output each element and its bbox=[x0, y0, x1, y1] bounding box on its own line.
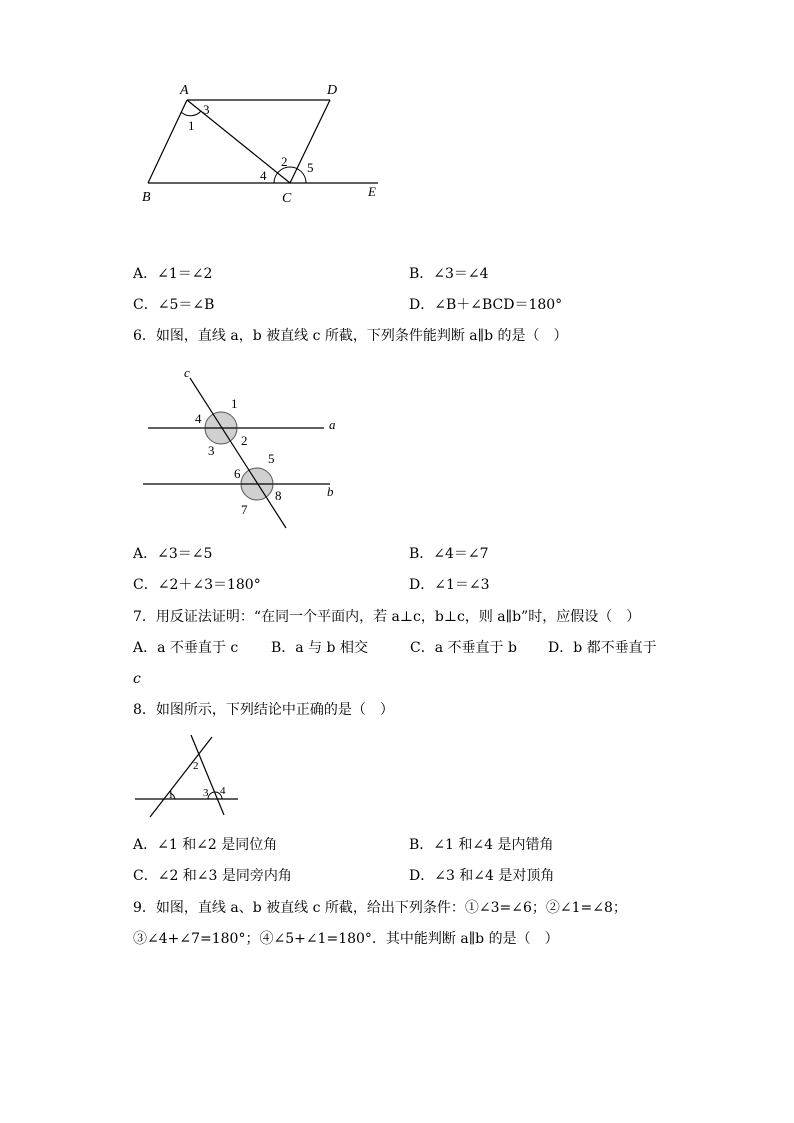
q6-figure bbox=[138, 362, 348, 532]
label-angle-1: 1 bbox=[188, 118, 195, 133]
q7-option-b[interactable]: B．a 与 b 相交 bbox=[271, 640, 368, 656]
q7-option-d[interactable]: D．b 都不垂直于 bbox=[548, 640, 657, 656]
label-angle-1: 1 bbox=[231, 396, 238, 411]
label-angle-8: 8 bbox=[275, 488, 282, 503]
label-angle-4: 4 bbox=[195, 411, 202, 426]
q6-stem: 6．如图，直线 a，b 被直线 c 所截，下列条件能判断 a∥b 的是（ ） bbox=[133, 328, 568, 344]
label-E: E bbox=[368, 184, 376, 199]
q9-stem-line1: 9．如图，直线 a、b 被直线 c 所截，给出下列条件：①∠3=∠6；②∠1=∠8； bbox=[133, 900, 627, 916]
q5-option-a[interactable]: A．∠1＝∠2 bbox=[133, 266, 213, 282]
label-c: c bbox=[184, 365, 190, 380]
label-angle-7: 7 bbox=[241, 502, 248, 517]
q8-option-c[interactable]: C．∠2 和∠3 是同旁内角 bbox=[133, 868, 292, 884]
q5-option-c[interactable]: C．∠5＝∠B bbox=[133, 297, 215, 313]
q9-stem-line2: ③∠4+∠7=180°；④∠5+∠1=180°．其中能判断 a∥b 的是（ ） bbox=[133, 931, 559, 947]
q8-figure bbox=[130, 733, 250, 823]
q8-option-b[interactable]: B．∠1 和∠4 是内错角 bbox=[409, 837, 554, 853]
label-angle-2: 2 bbox=[241, 433, 248, 448]
label-angle-4: 4 bbox=[220, 785, 226, 797]
q6-option-c[interactable]: C．∠2＋∠3＝180° bbox=[133, 577, 261, 593]
label-D: D bbox=[327, 83, 338, 98]
label-B: B bbox=[142, 190, 151, 205]
label-b: b bbox=[327, 484, 334, 499]
q8-stem: 8．如图所示，下列结论中正确的是（ ） bbox=[133, 702, 394, 718]
right-transversal bbox=[191, 735, 224, 815]
q7-stem: 7．用反证法证明：“在同一个平面内，若 a⊥c，b⊥c，则 a∥b”时，应假设（ ） bbox=[133, 609, 641, 625]
q7-option-a[interactable]: A．a 不垂直于 c bbox=[133, 640, 239, 656]
q6-option-a[interactable]: A．∠3＝∠5 bbox=[133, 546, 213, 562]
label-angle-4: 4 bbox=[260, 168, 267, 183]
label-angle-2: 2 bbox=[193, 760, 199, 772]
angle-arc-1 bbox=[181, 111, 201, 116]
label-angle-3: 3 bbox=[203, 787, 209, 799]
q8-option-d[interactable]: D．∠3 和∠4 是对顶角 bbox=[409, 868, 555, 884]
angle-arc-C bbox=[274, 167, 306, 183]
q5-option-b[interactable]: B．∠3＝∠4 bbox=[409, 266, 489, 282]
q7-option-d-wrap: c bbox=[133, 671, 141, 687]
label-angle-1: 1 bbox=[168, 789, 174, 801]
label-angle-2: 2 bbox=[281, 154, 288, 169]
label-angle-5: 5 bbox=[268, 451, 275, 466]
q6-option-d[interactable]: D．∠1＝∠3 bbox=[409, 577, 490, 593]
label-a: a bbox=[329, 417, 336, 432]
left-transversal bbox=[150, 737, 212, 817]
label-angle-3: 3 bbox=[208, 443, 215, 458]
q5-figure bbox=[130, 78, 390, 208]
q8-option-a[interactable]: A．∠1 和∠2 是同位角 bbox=[133, 837, 278, 853]
label-angle-5: 5 bbox=[307, 160, 314, 175]
q5-option-d[interactable]: D．∠B＋∠BCD＝180° bbox=[409, 297, 563, 313]
label-angle-6: 6 bbox=[234, 466, 241, 481]
label-angle-3: 3 bbox=[203, 102, 210, 117]
q6-option-b[interactable]: B．∠4＝∠7 bbox=[409, 546, 489, 562]
label-A: A bbox=[180, 83, 189, 98]
q7-option-c[interactable]: C．a 不垂直于 b bbox=[410, 640, 517, 656]
label-C: C bbox=[282, 191, 292, 206]
